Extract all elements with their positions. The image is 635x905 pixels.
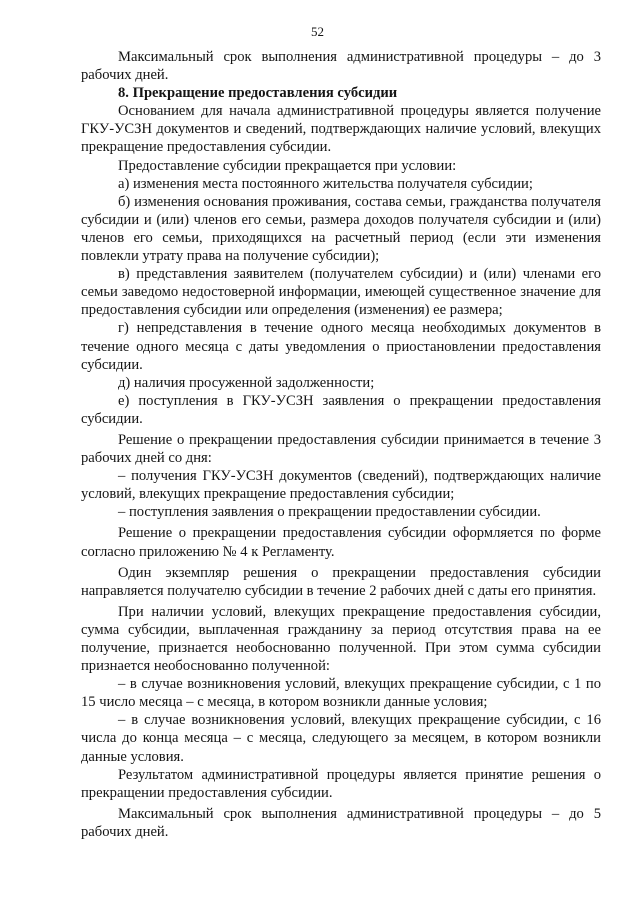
paragraph-termination-conditions: Предоставление субсидии прекращается при условии:	[118, 157, 457, 174]
document-body	[81, 48, 601, 841]
list-item-receipt-documents: – получения ГКУ-УСЗН документов (сведений), подтверждающих наличие условий, влекущих прекращение предоставления субсидии;	[81, 468, 601, 503]
page-number: 52	[311, 24, 324, 39]
paragraph-result: Результатом административной процедуры является принятие решения о прекращении предоставления субсидии.	[81, 766, 601, 801]
section-heading: 8. Прекращение предоставления субсидии	[118, 85, 398, 102]
condition-v: в) представления заявителем (получателем субсидии) и (или) членами его семьи заведомо недостоверной информации, имеющей существенное значение для предоставления субсидии или определения (изменения) ее размера;	[81, 266, 601, 319]
condition-a: а) изменения места постоянного жительства получателя субсидии;	[118, 175, 533, 192]
paragraph-decision-form: Решение о прекращении предоставления субсидии оформляется по форме согласно приложению № 4 к Регламенту.	[81, 525, 601, 560]
list-item-days-16-end: – в случае возникновения условий, влекущих прекращение субсидии, с 16 числа до конца месяца – с месяца, следующего за месяцем, в котором возникли данные условия.	[81, 712, 601, 765]
list-item-receipt-application: – поступления заявления о прекращении предоставлении субсидии.	[118, 504, 541, 521]
list-item-days-1-15: – в случае возникновения условий, влекущих прекращение субсидии, с 1 по 15 число месяца – с месяца, в котором возникли данные условия;	[81, 676, 601, 711]
paragraph-max-term-3-days: Максимальный срок выполнения административной процедуры – до 3 рабочих дней.	[81, 49, 601, 84]
condition-g: г) непредставления в течение одного месяца необходимых документов в течение одного месяца с даты уведомления о приостановлении предоставления субсидии.	[81, 320, 601, 373]
paragraph-decision-copy: Один экземпляр решения о прекращении предоставления субсидии направляется получателю субсидии в течение 2 рабочих дней с даты его принятия.	[81, 564, 601, 599]
condition-e: е) поступления в ГКУ-УСЗН заявления о прекращении предоставления субсидии.	[81, 392, 601, 427]
condition-d: д) наличия просуженной задолженности;	[118, 374, 375, 391]
condition-b: б) изменения основания проживания, состава семьи, гражданства получателя субсидии и (или) членов его семьи, размера доходов получателя субсидии и (или) членов его семьи, приходящихся на расчетный период (если эти изменения повлекли утрату права на получение субсидии);	[81, 193, 601, 265]
paragraph-decision-term: Решение о прекращении предоставления субсидии принимается в течение 3 рабочих дней со дня:	[81, 431, 601, 467]
paragraph-unjustified-amount: При наличии условий, влекущих прекращение предоставления субсидии, сумма субсидии, выплаченная гражданину за период отсутствия права на ее получение, признается необоснованно полученной. При этом сумма субсидии признается необоснованно полученной:	[81, 603, 601, 675]
paragraph-grounds: Основанием для начала административной процедуры является получение ГКУ-УСЗН документов и сведений, подтверждающих наличие условий, влекущих прекращение предоставления субсидии.	[81, 103, 601, 156]
paragraph-max-term-5-days: Максимальный срок выполнения административной процедуры – до 5 рабочих дней.	[81, 805, 601, 840]
